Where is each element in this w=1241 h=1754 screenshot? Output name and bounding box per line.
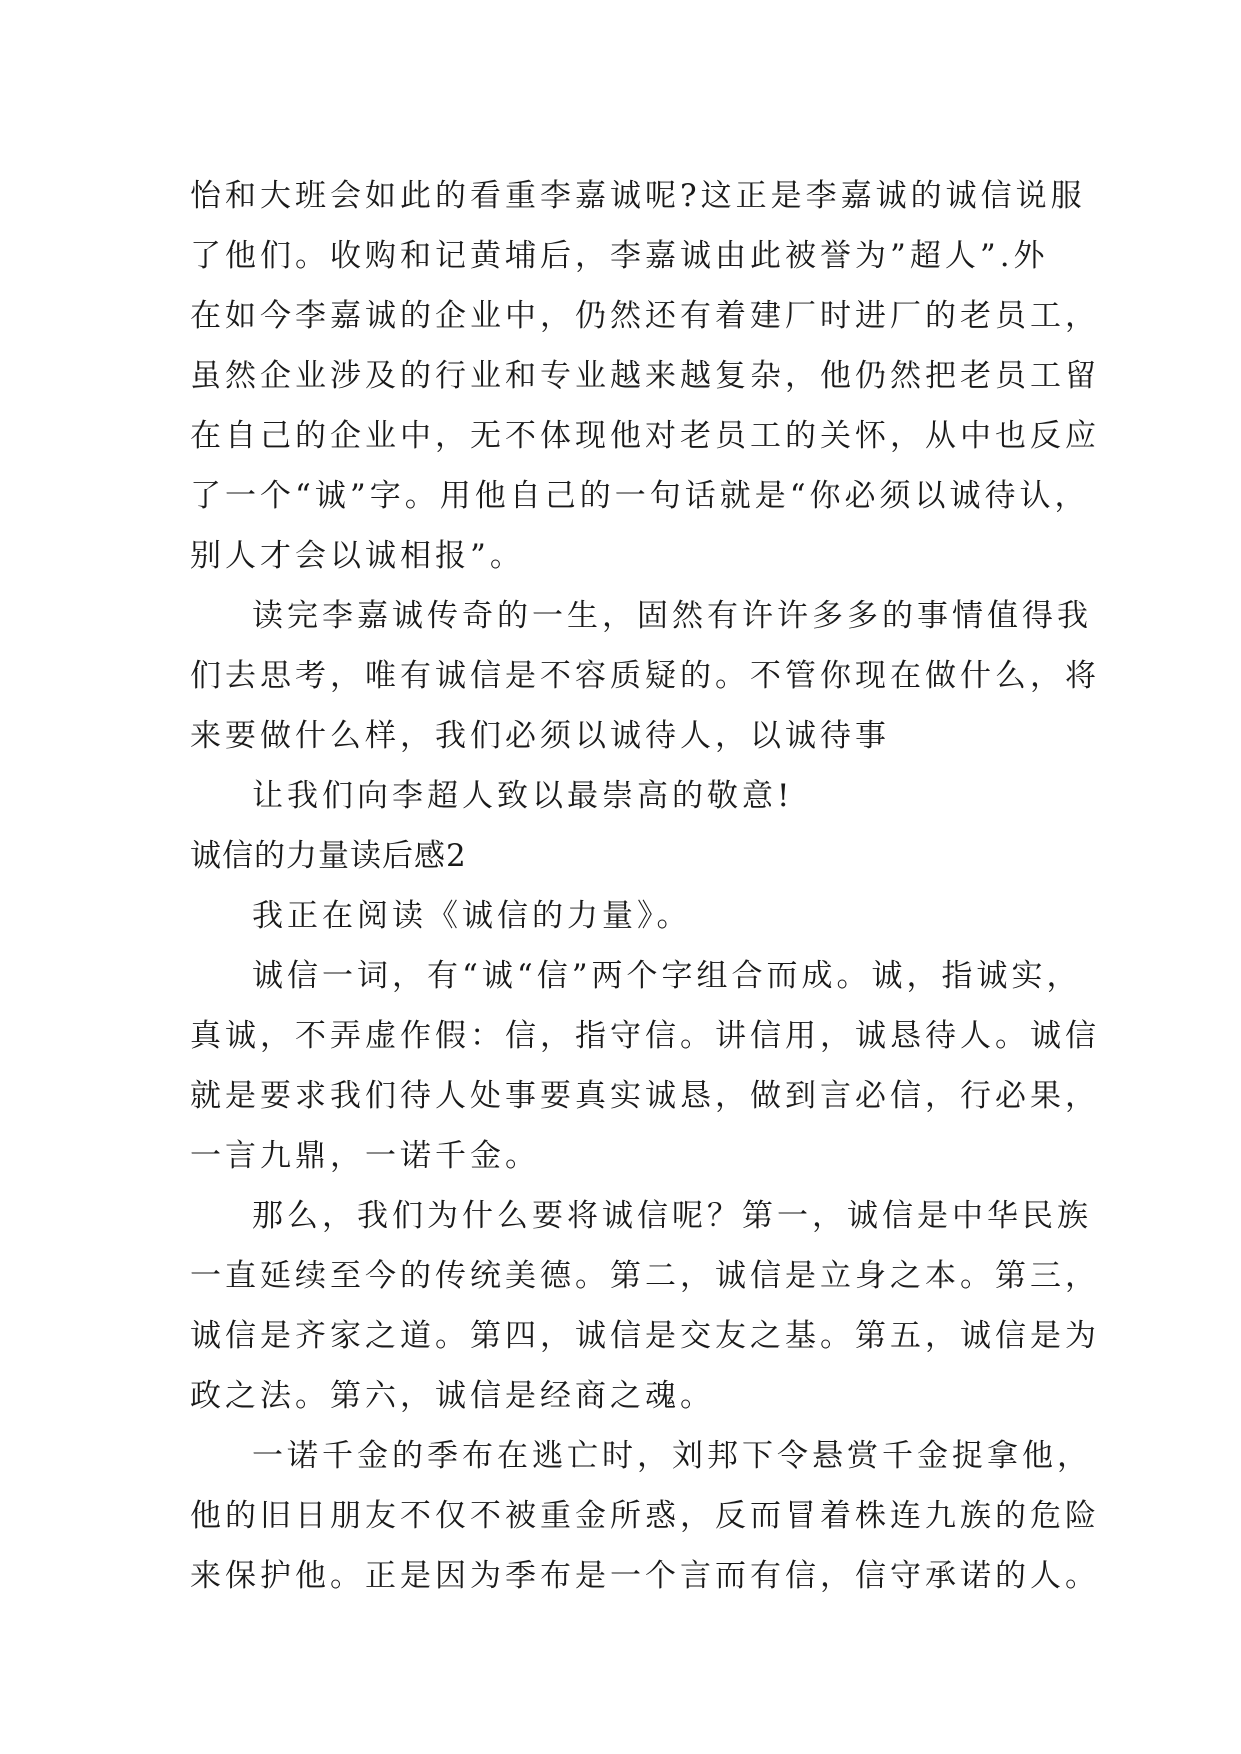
text-line: 来要做什么样，我们必须以诚待人，以诚待事 (190, 718, 890, 754)
text-line: 别人才会以诚相报”。 (190, 538, 525, 574)
paragraph-first-line: 那么，我们为什么要将诚信呢？第一，诚信是中华民族 (252, 1198, 1092, 1234)
text-line: 在自己的企业中，无不体现他对老员工的关怀，从中也反应 (190, 418, 1100, 454)
paragraph-first-line: 读完李嘉诚传奇的一生，固然有许许多多的事情值得我 (252, 598, 1092, 634)
text-line: 诚信是齐家之道。第四，诚信是交友之基。第五，诚信是为 (190, 1318, 1100, 1354)
text-line: 了他们。收购和记黄埔后，李嘉诚由此被誉为”超人”.外 (190, 238, 1049, 274)
text-line: 一言九鼎，一诺千金。 (190, 1138, 540, 1174)
text-line: 就是要求我们待人处事要真实诚恳，做到言必信，行必果， (190, 1078, 1100, 1114)
text-line: 们去思考，唯有诚信是不容质疑的。不管你现在做什么，将 (190, 658, 1100, 694)
document-page (190, 166, 1100, 1606)
text-line: 真诚，不弄虚作假：信，指守信。讲信用，诚恳待人。诚信 (190, 1018, 1100, 1054)
text-line: 在如今李嘉诚的企业中，仍然还有着建厂时进厂的老员工， (190, 298, 1100, 334)
text-line: 了一个“诚”字。用他自己的一句话就是“你必须以诚待认， (190, 478, 1090, 514)
text-line: 他的旧日朋友不仅不被重金所惑，反而冒着株连九族的危险 (190, 1498, 1100, 1534)
text-line: 虽然企业涉及的行业和专业越来越复杂，他仍然把老员工留 (190, 358, 1100, 394)
paragraph-first-line: 一诺千金的季布在逃亡时，刘邦下令悬赏千金捉拿他， (252, 1438, 1092, 1474)
text-line: 一直延续至今的传统美德。第二，诚信是立身之本。第三， (190, 1258, 1100, 1294)
paragraph-first-line: 让我们向李超人致以最崇高的敬意! (252, 778, 794, 814)
text-line: 怡和大班会如此的看重李嘉诚呢?这正是李嘉诚的诚信说服 (190, 178, 1086, 214)
paragraph-first-line: 我正在阅读《诚信的力量》。 (252, 898, 692, 934)
paragraph-first-line: 诚信一词，有“诚“信”两个字组合而成。诚，指诚实， (252, 958, 1082, 994)
text-line: 来保护他。正是因为季布是一个言而有信，信守承诺的人。 (190, 1558, 1100, 1594)
text-line: 政之法。第六，诚信是经商之魂。 (190, 1378, 715, 1414)
section-heading: 诚信的力量读后感2 (190, 838, 467, 874)
